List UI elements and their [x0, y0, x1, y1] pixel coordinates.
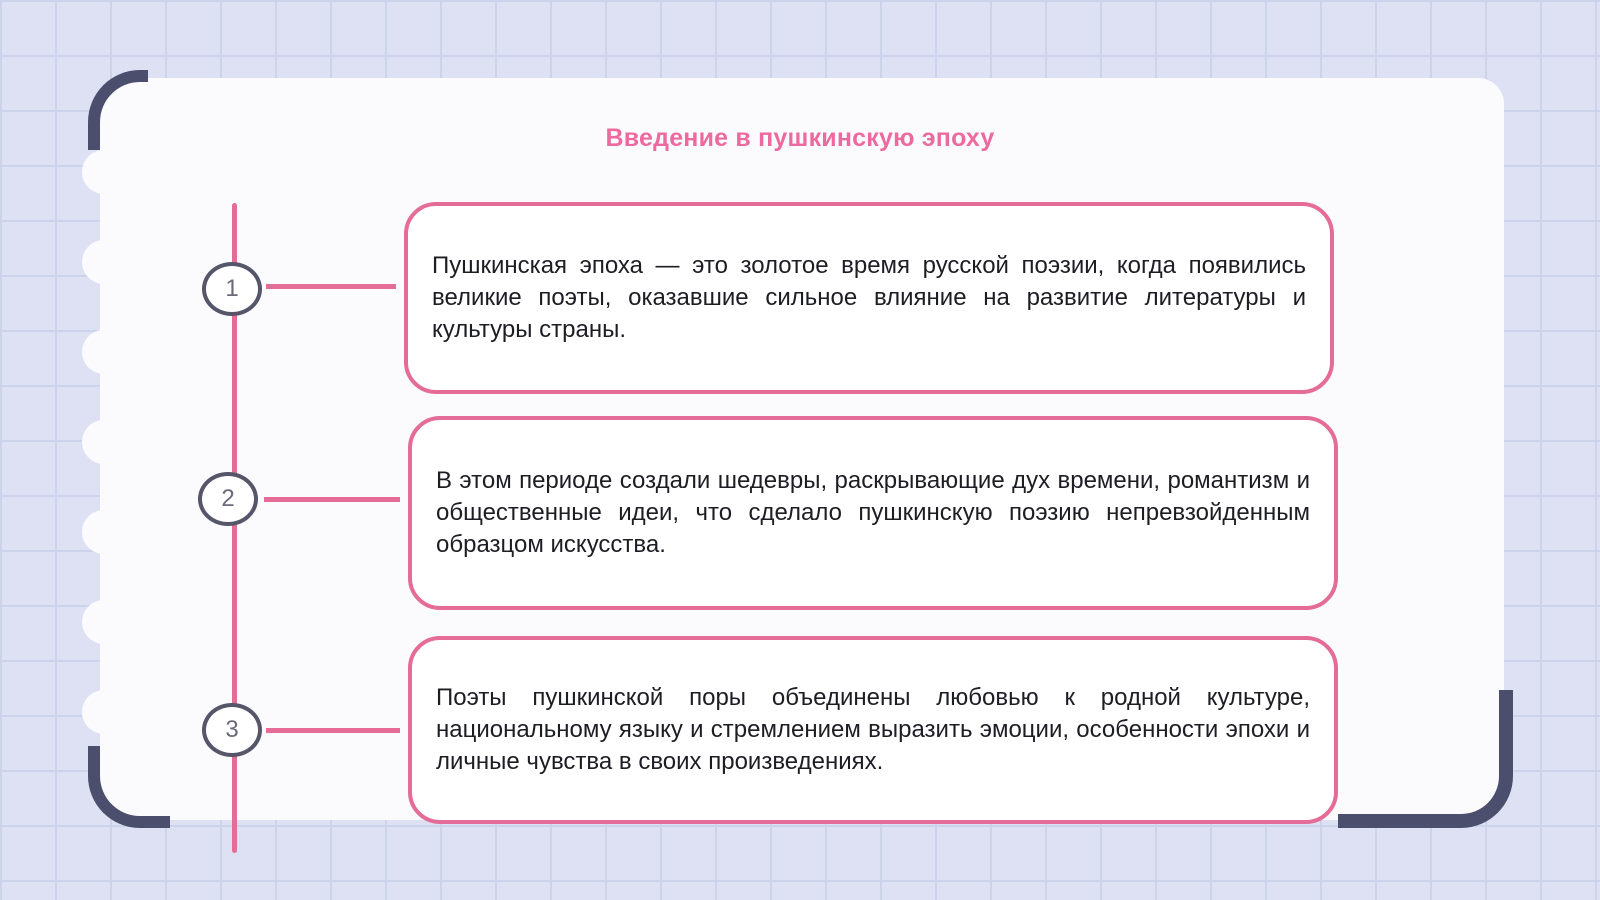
notebook-edge-scallop — [82, 690, 126, 734]
text-box-3 — [408, 636, 1338, 824]
text-box-content: Поэты пушкинской поры объединены любовью к родной культуре, национальному языку и стремлением выразить эмоции, особенности эпохи и личные чувства в своих произведениях. — [436, 684, 1310, 775]
step-number: 1 — [225, 275, 239, 302]
corner-bracket-bottom-right — [1338, 690, 1513, 828]
slide-title: Введение в пушкинскую эпоху — [605, 124, 995, 152]
notebook-edge-scallop — [82, 330, 126, 374]
notebook-edge-scallop — [82, 600, 126, 644]
notebook-edge-scallop — [82, 510, 126, 554]
step-number: 2 — [221, 485, 235, 512]
connector-1 — [266, 284, 396, 289]
text-box-content: Пушкинская эпоха — это золотое время русской поэзии, когда появились великие поэты, оказавшие сильное влияние на развитие литературы и культуры страны. — [432, 252, 1306, 343]
notebook-edge-scallop — [82, 240, 126, 284]
corner-bracket-bottom-left — [88, 746, 170, 828]
text-box-1 — [404, 202, 1334, 394]
text-box-content: В этом периоде создали шедевры, раскрывающие дух времени, романтизм и общественные идеи, что сделало пушкинскую поэзию непревзойденным образцом искусства. — [436, 467, 1310, 558]
step-number: 3 — [225, 716, 239, 743]
connector-3 — [266, 728, 400, 733]
notebook-edge-scallop — [82, 420, 126, 464]
step-marker-2 — [198, 472, 258, 526]
text-box-2 — [408, 416, 1338, 610]
step-marker-3 — [202, 703, 262, 757]
connector-2 — [264, 497, 400, 502]
notebook-edge-scallop — [82, 150, 126, 194]
step-marker-1 — [202, 262, 262, 316]
